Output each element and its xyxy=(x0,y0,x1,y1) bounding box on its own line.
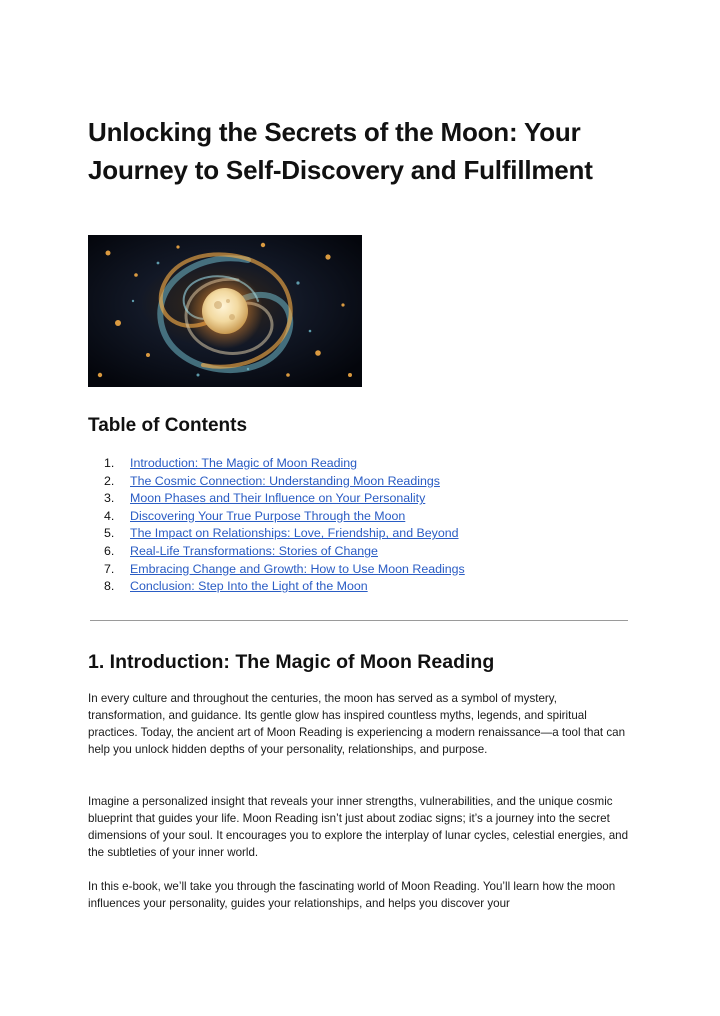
toc-item-number: 7. xyxy=(104,561,115,576)
toc-item-number: 5. xyxy=(104,526,115,541)
toc-link-change-growth[interactable]: Embracing Change and Growth: How to Use Moon Readings xyxy=(130,561,465,576)
toc-item xyxy=(104,561,465,579)
toc-link-conclusion[interactable]: Conclusion: Step Into the Light of the Moon xyxy=(130,579,368,594)
toc-heading: Table of Contents xyxy=(88,415,248,436)
toc-item xyxy=(104,525,465,543)
toc-item-number: 3. xyxy=(104,491,115,506)
toc-item xyxy=(104,578,465,596)
toc-item-number: 8. xyxy=(104,579,115,594)
toc-item-number: 1. xyxy=(104,456,115,470)
section-divider xyxy=(90,620,628,621)
toc-link-cosmic-connection[interactable]: The Cosmic Connection: Understanding Moon Readings xyxy=(130,473,440,488)
body-paragraph: In every culture and throughout the centuries, the moon has served as a symbol of mystery, transformation, and guidance. Its gentle glow has inspired countless myths, legends, and spiritual practices. Today, the ancient art of Moon Reading is experiencing a modern renaissance—a tool that can help you unlock hidden depths of your personality, relationships, and purpose. xyxy=(88,692,626,756)
galaxy-moon-image xyxy=(88,235,362,387)
table-of-contents xyxy=(104,455,465,596)
document-title: Unlocking the Secrets of the Moon: Your Journey to Self-Discovery and Fulfillment xyxy=(88,117,593,185)
body-paragraph: Imagine a personalized insight that reveals your inner strengths, vulnerabilities, and the unique cosmic blueprint that guides your life. Moon Reading isn’t just about zodiac signs; it’s a journey into the secret dimensions of your soul. It encourages you to explore the interplay of lunar cycles, celestial energies, and the subtleties of your inner world. xyxy=(88,795,629,859)
toc-item xyxy=(104,473,465,491)
toc-item-number: 4. xyxy=(104,508,115,523)
toc-link-true-purpose[interactable]: Discovering Your True Purpose Through the Moon xyxy=(130,508,406,523)
toc-item xyxy=(104,490,465,508)
body-paragraph: In this e-book, we’ll take you through the fascinating world of Moon Reading. You’ll learn how the moon influences your personality, guides your relationships, and helps you discover your xyxy=(88,880,616,910)
toc-link-transformations[interactable]: Real-Life Transformations: Stories of Change xyxy=(130,543,378,558)
toc-item-number: 2. xyxy=(104,473,115,488)
toc-item xyxy=(104,455,465,473)
toc-link-moon-phases[interactable]: Moon Phases and Their Influence on Your Personality xyxy=(130,491,426,506)
toc-item-number: 6. xyxy=(104,543,115,558)
toc-item xyxy=(104,543,465,561)
section-heading: 1. Introduction: The Magic of Moon Reading xyxy=(88,651,495,673)
toc-link-relationships[interactable]: The Impact on Relationships: Love, Friendship, and Beyond xyxy=(130,526,459,541)
toc-item xyxy=(104,508,465,526)
toc-link-introduction[interactable]: Introduction: The Magic of Moon Reading xyxy=(130,456,358,470)
